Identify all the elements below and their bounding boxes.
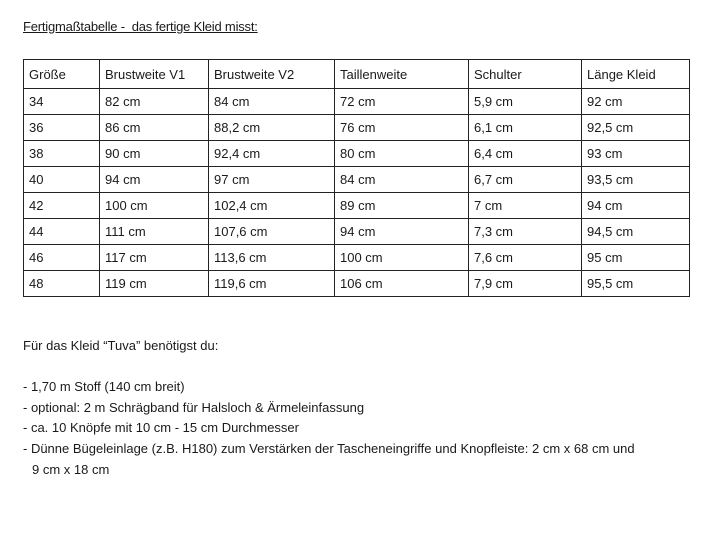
cell-bust-v1: 111 cm [100, 219, 209, 245]
cell-dress-length: 94 cm [582, 193, 690, 219]
cell-bust-v1: 86 cm [100, 115, 209, 141]
cell-size: 38 [24, 141, 100, 167]
list-item: - optional: 2 m Schrägband für Halsloch & Ärmeleinfassung [23, 399, 365, 415]
list-item-text: - Dünne Bügeleinlage (z.B. H180) zum Verstärken der Tascheneingriffe und Knopfleiste: 2 cm x 68 cm und [23, 441, 635, 457]
table-row [24, 141, 690, 167]
cell-shoulder: 6,1 cm [469, 115, 582, 141]
cell-bust-v1: 82 cm [100, 89, 209, 115]
cell-dress-length: 93,5 cm [582, 167, 690, 193]
cell-size: 48 [24, 271, 100, 297]
cell-bust-v2: 113,6 cm [209, 245, 335, 271]
cell-dress-length: 93 cm [582, 141, 690, 167]
cell-size: 36 [24, 115, 100, 141]
table-body [24, 89, 690, 297]
cell-shoulder: 7 cm [469, 193, 582, 219]
cell-bust-v2: 119,6 cm [209, 271, 335, 297]
cell-bust-v1: 94 cm [100, 167, 209, 193]
cell-dress-length: 92 cm [582, 89, 690, 115]
cell-size: 40 [24, 167, 100, 193]
cell-shoulder: 6,4 cm [469, 141, 582, 167]
table-row [24, 193, 690, 219]
column-header-dress-length: Länge Kleid [582, 60, 690, 89]
list-item: - 1,70 m Stoff (140 cm breit) [23, 379, 185, 394]
column-header-bust-v1: Brustweite V1 [100, 60, 209, 89]
cell-waist: 89 cm [335, 193, 469, 219]
cell-shoulder: 7,6 cm [469, 245, 582, 271]
cell-bust-v2: 84 cm [209, 89, 335, 115]
cell-size: 34 [24, 89, 100, 115]
materials-list [23, 377, 683, 481]
cell-waist: 76 cm [335, 115, 469, 141]
table-row [24, 219, 690, 245]
column-header-bust-v2: Brustweite V2 [209, 60, 335, 89]
cell-shoulder: 5,9 cm [469, 89, 582, 115]
cell-dress-length: 94,5 cm [582, 219, 690, 245]
table-row [24, 115, 690, 141]
column-header-size: Größe [24, 60, 100, 89]
cell-bust-v1: 90 cm [100, 141, 209, 167]
cell-dress-length: 95 cm [582, 245, 690, 271]
cell-waist: 100 cm [335, 245, 469, 271]
table-row [24, 271, 690, 297]
table-row [24, 89, 690, 115]
cell-bust-v1: 119 cm [100, 271, 209, 297]
cell-waist: 72 cm [335, 89, 469, 115]
cell-bust-v2: 88,2 cm [209, 115, 335, 141]
cell-bust-v2: 92,4 cm [209, 141, 335, 167]
cell-shoulder: 7,9 cm [469, 271, 582, 297]
list-item [23, 439, 683, 480]
cell-dress-length: 95,5 cm [582, 271, 690, 297]
cell-waist: 106 cm [335, 271, 469, 297]
cell-waist: 84 cm [335, 167, 469, 193]
cell-waist: 94 cm [335, 219, 469, 245]
page-heading: Fertigmaßtabelle - das fertige Kleid misst: [23, 19, 258, 34]
list-item-continuation: 9 cm x 18 cm [32, 461, 110, 477]
table-header-row [24, 60, 690, 89]
cell-size: 44 [24, 219, 100, 245]
list-item: - ca. 10 Knöpfe mit 10 cm - 15 cm Durchmesser [23, 420, 299, 436]
table-row [24, 245, 690, 271]
cell-shoulder: 6,7 cm [469, 167, 582, 193]
cell-shoulder: 7,3 cm [469, 219, 582, 245]
cell-size: 46 [24, 245, 100, 271]
column-header-waist: Taillenweite [335, 60, 469, 89]
table-row [24, 167, 690, 193]
cell-bust-v2: 97 cm [209, 167, 335, 193]
cell-bust-v1: 100 cm [100, 193, 209, 219]
cell-bust-v2: 102,4 cm [209, 193, 335, 219]
cell-bust-v1: 117 cm [100, 245, 209, 271]
cell-waist: 80 cm [335, 141, 469, 167]
cell-bust-v2: 107,6 cm [209, 219, 335, 245]
cell-size: 42 [24, 193, 100, 219]
cell-dress-length: 92,5 cm [582, 115, 690, 141]
size-table [23, 59, 690, 297]
materials-intro: Für das Kleid “Tuva” benötigst du: [23, 338, 219, 353]
column-header-shoulder: Schulter [469, 60, 582, 89]
